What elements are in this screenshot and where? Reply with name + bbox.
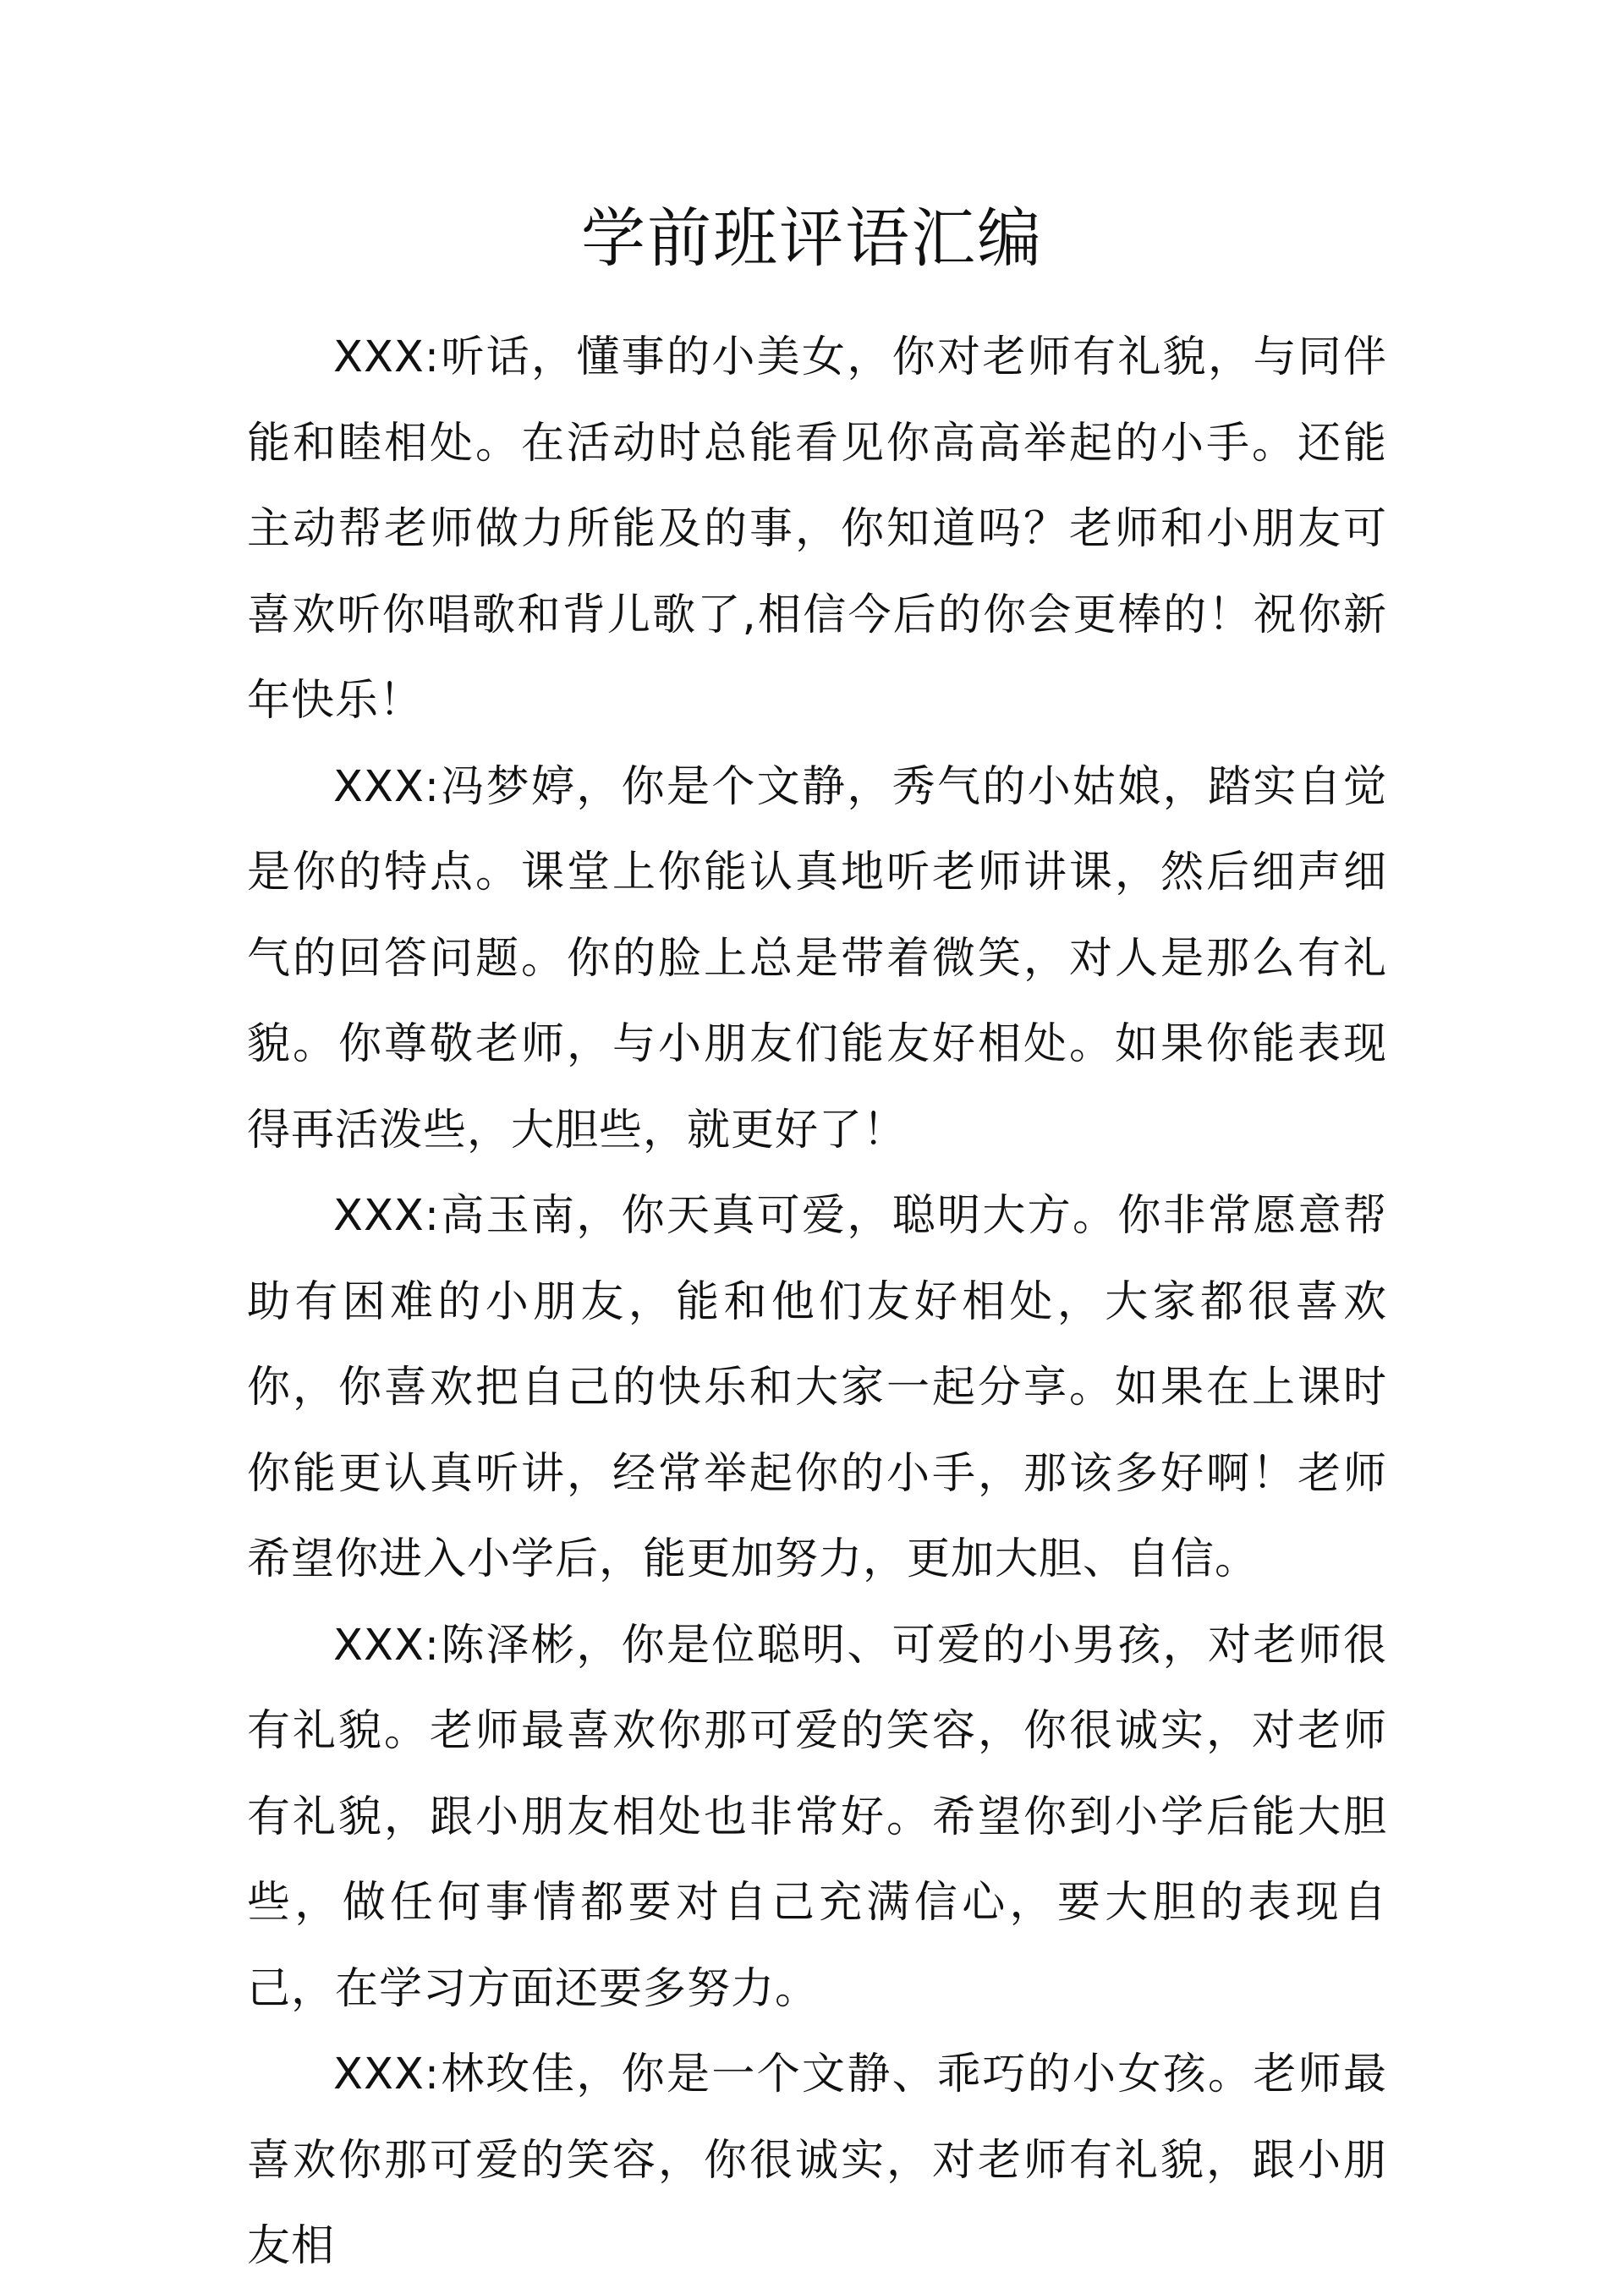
comment-paragraph: XXX:林玫佳，你是一个文静、乖巧的小女孩。老师最喜欢你那可爱的笑容，你很诚实，对老师有礼貌，跟小朋友相 <box>247 2050 1387 2271</box>
document-title: 学前班评语汇编 <box>581 200 1043 276</box>
comment-paragraph: XXX:听话，懂事的小美女，你对老师有礼貌，与同伴能和睦相处。在活动时总能看见你高高举起的小手。还能主动帮老师做力所能及的事，你知道吗？老师和小朋友可喜欢听你唱歌和背儿歌了,相信今后的你会更棒的！祝你新年快乐！ <box>247 332 1387 726</box>
document-body <box>247 315 1387 2290</box>
comment-paragraph: XXX:冯梦婷，你是个文静，秀气的小姑娘，踏实自觉是你的特点。课堂上你能认真地听老师讲课，然后细声细气的回答问题。你的脸上总是带着微笑，对人是那么有礼貌。你尊敬老师，与小朋友们能友好相处。如果你能表现得再活泼些，大胆些，就更好了！ <box>247 761 1387 1155</box>
comment-paragraph: XXX:陈泽彬，你是位聪明、可爱的小男孩，对老师很有礼貌。老师最喜欢你那可爱的笑容，你很诚实，对老师有礼貌，跟小朋友相处也非常好。希望你到小学后能大胆些，做任何事情都要对自己充满信心，要大胆的表现自己，在学习方面还要多努力。 <box>247 1620 1387 2014</box>
comment-paragraph: XXX:高玉南，你天真可爱，聪明大方。你非常愿意帮助有困难的小朋友，能和他们友好相处，大家都很喜欢你，你喜欢把自己的快乐和大家一起分享。如果在上课时你能更认真听讲，经常举起你的小手，那该多好啊！老师希望你进入小学后，能更加努力，更加大胆、自信。 <box>247 1191 1387 1584</box>
